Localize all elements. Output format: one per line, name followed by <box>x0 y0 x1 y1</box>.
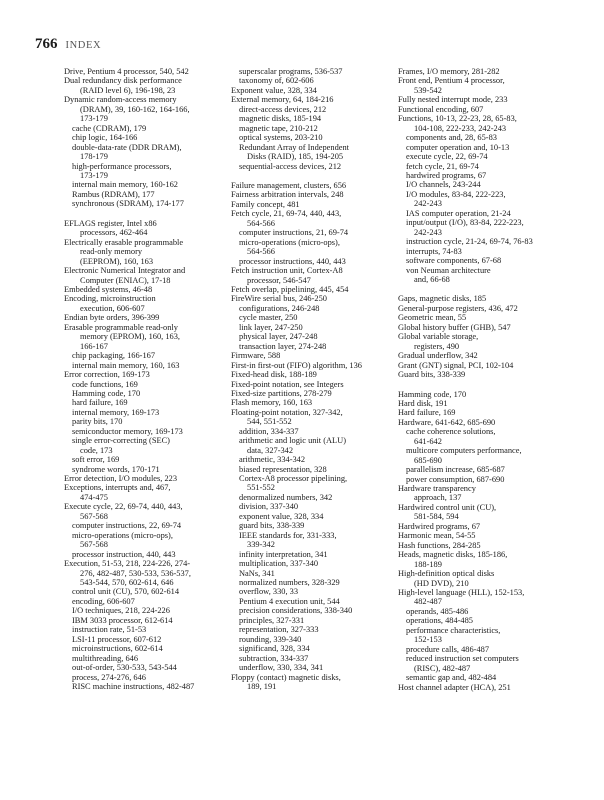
index-subentry: Pentium 4 execution unit, 544 <box>239 596 340 606</box>
index-continuation: 567-568 <box>80 540 108 550</box>
index-entry: Error correction, 169-173 <box>64 370 150 380</box>
index-subentry: hardwired programs, 67 <box>406 170 487 180</box>
index-subentry: processor instructions, 440, 443 <box>239 256 346 266</box>
index-subentry: LSI-11 processor, 607-612 <box>72 634 162 644</box>
index-column-3 <box>398 67 563 692</box>
index-subentry: fetch cycle, 21, 69-74 <box>406 161 479 171</box>
index-continuation: 173-179 <box>80 170 108 180</box>
index-subentry: IAS computer operation, 21-24 <box>406 208 511 218</box>
index-gap <box>231 171 396 181</box>
index-entry: Functions, 10-13, 22-23, 28, 65-83, <box>398 114 517 124</box>
index-continuation: 685-690 <box>414 455 442 465</box>
index-subentry: direct-access devices, 212 <box>239 104 327 114</box>
index-subentry: microinstructions, 602-614 <box>72 644 163 654</box>
index-entry: Geometric mean, 55 <box>398 313 467 323</box>
index-continuation: 242-243 <box>414 199 442 209</box>
index-entry: Execute cycle, 22, 69-74, 440, 443, <box>64 502 183 512</box>
index-subentry: operations, 484-485 <box>406 616 473 626</box>
index-entry: Fixed-point notation, see Integers <box>231 379 344 389</box>
index-entry: Hard disk, 191 <box>398 398 448 408</box>
index-continuation: 152-153 <box>414 635 442 645</box>
index-entry: First-in first-out (FIFO) algorithm, 136 <box>231 360 362 370</box>
index-entry: Electronic Numerical Integrator and <box>64 266 186 276</box>
index-continuation: 543-544, 570, 602-614, 646 <box>80 578 174 588</box>
index-entry: Floating-point notation, 327-342, <box>231 407 343 417</box>
index-entry: Gaps, magnetic disks, 185 <box>398 294 487 304</box>
index-continuation: 173-179 <box>80 114 108 124</box>
index-entry: Embedded systems, 46-48 <box>64 284 153 294</box>
index-entry: Fixed-head disk, 188-189 <box>231 370 317 380</box>
index-entry: Heads, magnetic disks, 185-186, <box>398 550 508 560</box>
index-continuation: 242-243 <box>414 227 442 237</box>
index-subentry: cache coherence solutions, <box>406 427 496 437</box>
index-entry: Flash memory, 160, 163 <box>231 398 313 408</box>
index-subentry: reduced instruction set computers <box>406 654 519 664</box>
index-subentry: Cortex-A8 processor pipelining, <box>239 474 348 484</box>
index-subentry: Hamming code, 170 <box>72 388 141 398</box>
index-continuation: 564-566 <box>247 218 275 228</box>
index-entry: FireWire serial bus, 246-250 <box>231 294 327 304</box>
index-subentry: procedure calls, 486-487 <box>406 644 490 654</box>
index-subentry: processor instruction, 440, 443 <box>72 549 176 559</box>
index-subentry: I/O modules, 83-84, 222-223, <box>406 189 506 199</box>
index-subentry: IBM 3033 processor, 612-614 <box>72 615 173 625</box>
index-entry: Global history buffer (GHB), 547 <box>398 322 511 332</box>
index-continuation: 581-584, 594 <box>414 512 459 522</box>
index-entry: External memory, 64, 184-216 <box>231 95 334 105</box>
index-continuation: 166-167 <box>80 341 108 351</box>
index-subentry: chip packaging, 166-167 <box>72 351 156 361</box>
index-continuation: data, 327-342 <box>247 445 294 455</box>
index-continuation: 567-568 <box>80 511 108 521</box>
index-column-2 <box>231 67 396 691</box>
index-entry: Host channel adapter (HCA), 251 <box>398 682 511 692</box>
index-subentry: magnetic tape, 210-212 <box>239 123 318 133</box>
index-subentry: overflow, 330, 33 <box>239 587 299 597</box>
index-continuation: memory (EPROM), 160, 163, <box>80 332 181 342</box>
index-subentry: taxonomy of, 602-606 <box>239 76 314 86</box>
index-entry: Erasable programmable read-only <box>64 322 178 332</box>
index-continuation: 104-108, 222-233, 242-243 <box>414 123 507 133</box>
index-entry: Hash functions, 284-285 <box>398 540 481 550</box>
index-entry: Execution, 51-53, 218, 224-226, 274- <box>64 559 191 569</box>
index-subentry: instruction cycle, 21-24, 69-74, 76-83 <box>406 237 533 247</box>
index-entry: Front end, Pentium 4 processor, <box>398 76 505 86</box>
index-subentry: execute cycle, 22, 69-74 <box>406 152 488 162</box>
index-subentry: Redundant Array of Independent <box>239 142 350 152</box>
index-entry: Grant (GNT) signal, PCI, 102-104 <box>398 360 514 370</box>
index-continuation: code, 173 <box>80 445 113 455</box>
index-continuation: 539-542 <box>414 85 442 95</box>
index-subentry: power consumption, 687-690 <box>406 474 505 484</box>
index-entry: Floppy (contact) magnetic disks, <box>231 672 341 682</box>
index-continuation: 551-552 <box>247 483 275 493</box>
index-subentry: division, 337-340 <box>239 502 299 512</box>
index-entry: Endian byte orders, 396-399 <box>64 313 160 323</box>
index-subentry: hard failure, 169 <box>72 398 128 408</box>
index-subentry: subtraction, 334-337 <box>239 653 309 663</box>
index-entry: Drive, Pentium 4 processor, 540, 542 <box>64 67 189 76</box>
index-entry: Hamming code, 170 <box>398 389 467 399</box>
index-entry: High-level language (HLL), 152-153, <box>398 588 525 598</box>
index-subentry: performance characteristics, <box>406 625 501 635</box>
index-subentry: denormalized numbers, 342 <box>239 492 333 502</box>
index-subentry: chip logic, 164-166 <box>72 133 138 143</box>
index-subentry: components and, 28, 65-83 <box>406 133 497 143</box>
index-subentry: cycle master, 250 <box>239 313 298 323</box>
index-subentry: micro-operations (micro-ops), <box>72 530 173 540</box>
index-subentry: multicore computers performance, <box>406 446 522 456</box>
index-continuation: (EEPROM), 160, 163 <box>80 256 154 266</box>
index-entry: Fairness arbitration intervals, 248 <box>231 190 344 200</box>
index-entry: General-purpose registers, 436, 472 <box>398 303 518 313</box>
index-entry: Fetch instruction unit, Cortex-A8 <box>231 266 343 276</box>
index-subentry: computer instructions, 21, 69-74 <box>239 228 349 238</box>
index-subentry: arithmetic and logic unit (ALU) <box>239 436 346 446</box>
index-entry: Frames, I/O memory, 281-282 <box>398 67 500 76</box>
index-subentry: parallelism increase, 685-687 <box>406 465 505 475</box>
index-entry: Hardware transparency <box>398 484 476 494</box>
index-subentry: representation, 327-333 <box>239 625 319 635</box>
index-subentry: internal main memory, 160, 163 <box>72 360 180 370</box>
index-subentry: IEEE standards for, 331-333, <box>239 530 337 540</box>
index-continuation: registers, 490 <box>414 341 460 351</box>
index-subentry: superscalar programs, 536-537 <box>239 67 343 76</box>
index-subentry: encoding, 606-607 <box>72 596 135 606</box>
index-entry: Guard bits, 338-339 <box>398 370 466 380</box>
index-continuation: Computer (ENIAC), 17-18 <box>80 275 171 285</box>
index-subentry: I/O channels, 243-244 <box>406 180 481 190</box>
index-subentry: magnetic disks, 185-194 <box>239 114 322 124</box>
index-subentry: out-of-order, 530-533, 543-544 <box>72 663 177 673</box>
index-entry: Global variable storage, <box>398 332 479 342</box>
index-gap <box>398 380 563 390</box>
index-subentry: high-performance processors, <box>72 161 172 171</box>
index-subentry: software components, 67-68 <box>406 256 502 266</box>
index-subentry: addition, 334-337 <box>239 426 299 436</box>
index-subentry: cache (CDRAM), 179 <box>72 123 147 133</box>
index-continuation: 641-642 <box>414 436 442 446</box>
index-entry: Hardware, 641-642, 685-690 <box>398 417 496 427</box>
index-subentry: physical layer, 247-248 <box>239 332 318 342</box>
page-title: INDEX <box>65 40 102 51</box>
page-number: 766 <box>35 36 58 52</box>
index-continuation: 189, 191 <box>247 682 277 691</box>
index-entry: Exponent value, 328, 334 <box>231 85 317 95</box>
index-subentry: configurations, 246-248 <box>239 303 320 313</box>
index-subentry: RISC machine instructions, 482-487 <box>72 682 195 691</box>
index-subentry: significand, 328, 334 <box>239 644 310 654</box>
index-subentry: arithmetic, 334-342 <box>239 455 306 465</box>
index-subentry: multiplication, 337-340 <box>239 559 319 569</box>
index-subentry: I/O techniques, 218, 224-226 <box>72 606 170 616</box>
index-entry: Family concept, 481 <box>231 199 300 209</box>
index-continuation: processor, 546-547 <box>247 275 311 285</box>
index-subentry: computer operation and, 10-13 <box>406 142 510 152</box>
index-continuation: 544, 551-552 <box>247 417 292 427</box>
index-subentry: code functions, 169 <box>72 379 138 389</box>
index-subentry: Rambus (RDRAM), 177 <box>72 189 155 199</box>
index-entry: Hardwired programs, 67 <box>398 521 481 531</box>
index-subentry: biased representation, 328 <box>239 464 327 474</box>
index-continuation: execution, 606-607 <box>80 303 145 313</box>
index-subentry: process, 274-276, 646 <box>72 672 146 682</box>
index-subentry: syndrome words, 170-171 <box>72 464 160 474</box>
index-subentry: NaNs, 341 <box>239 568 275 578</box>
index-entry: Fetch overlap, pipelining, 445, 454 <box>231 284 349 294</box>
index-entry: Fully nested interrupt mode, 233 <box>398 95 508 105</box>
index-continuation: 482-487 <box>414 597 442 607</box>
index-entry: Dual redundancy disk performance <box>64 76 182 86</box>
index-subentry: sequential-access devices, 212 <box>239 161 342 171</box>
index-continuation: 188-189 <box>414 559 442 569</box>
index-subentry: normalized numbers, 328-329 <box>239 578 340 588</box>
index-entry: Encoding, microinstruction <box>64 294 156 304</box>
index-subentry: semantic gap and, 482-484 <box>406 673 497 683</box>
index-entry: Hard failure, 169 <box>398 408 456 418</box>
index-entry: Error detection, I/O modules, 223 <box>64 474 178 484</box>
index-entry: Functional encoding, 607 <box>398 104 484 114</box>
index-continuation: approach, 137 <box>414 493 462 503</box>
index-continuation: (RAID level 6), 196-198, 23 <box>80 85 176 95</box>
index-subentry: principles, 327-331 <box>239 615 305 625</box>
index-subentry: precision considerations, 338-340 <box>239 606 353 616</box>
index-gap <box>398 284 563 294</box>
index-continuation: (HD DVD), 210 <box>414 578 469 588</box>
index-entry: Gradual underflow, 342 <box>398 351 478 361</box>
index-subentry: transaction layer, 274-248 <box>239 341 327 351</box>
index-subentry: input/output (I/O), 83-84, 222-223, <box>406 218 524 228</box>
index-subentry: rounding, 339-340 <box>239 634 302 644</box>
index-subentry: semiconductor memory, 169-173 <box>72 426 183 436</box>
index-subentry: instruction rate, 51-53 <box>72 625 147 635</box>
index-entry: Exceptions, interrupts and, 467, <box>64 483 171 493</box>
index-entry: Failure management, clusters, 656 <box>231 180 347 190</box>
index-entry: Firmware, 588 <box>231 351 281 361</box>
index-subentry: micro-operations (micro-ops), <box>239 237 340 247</box>
index-entry: Hardwired control unit (CU), <box>398 502 497 512</box>
index-subentry: parity bits, 170 <box>72 417 123 427</box>
index-continuation: processors, 462-464 <box>80 228 148 238</box>
index-continuation: 178-179 <box>80 152 108 162</box>
index-subentry: multithreading, 646 <box>72 653 139 663</box>
index-subentry: von Neuman architecture <box>406 265 491 275</box>
index-subentry: exponent value, 328, 334 <box>239 511 324 521</box>
index-subentry: interrupts, 74-83 <box>406 246 462 256</box>
index-entry: Electrically erasable programmable <box>64 237 184 247</box>
index-entry: Harmonic mean, 54-55 <box>398 531 476 541</box>
page-header <box>35 36 101 53</box>
index-subentry: synchronous (SDRAM), 174-177 <box>72 199 184 209</box>
index-subentry: guard bits, 338-339 <box>239 521 305 531</box>
index-entry: Fetch cycle, 21, 69-74, 440, 443, <box>231 209 342 219</box>
index-entry: Fixed-size partitions, 278-279 <box>231 388 332 398</box>
index-continuation: Disks (RAID), 185, 194-205 <box>247 152 344 162</box>
index-continuation: 564-566 <box>247 247 275 257</box>
index-continuation: (RISC), 482-487 <box>414 663 471 673</box>
index-continuation: 276, 482-487, 530-533, 536-537, <box>80 568 191 578</box>
index-entry: High-definition optical disks <box>398 569 495 579</box>
index-subentry: infinity interpretation, 341 <box>239 549 328 559</box>
index-subentry: double-data-rate (DDR DRAM), <box>72 142 182 152</box>
index-subentry: underflow, 330, 334, 341 <box>239 663 324 673</box>
index-continuation: 474-475 <box>80 492 108 502</box>
index-continuation: 339-342 <box>247 540 275 550</box>
index-subentry: soft error, 169 <box>72 455 120 465</box>
index-gap <box>64 209 229 219</box>
index-subentry: internal main memory, 160-162 <box>72 180 178 190</box>
index-subentry: single error-correcting (SEC) <box>72 436 170 446</box>
index-continuation: read-only memory <box>80 247 143 257</box>
index-subentry: control unit (CU), 570, 602-614 <box>72 587 180 597</box>
index-subentry: optical systems, 203-210 <box>239 133 323 143</box>
index-subentry: internal memory, 169-173 <box>72 407 160 417</box>
index-subentry: computer instructions, 22, 69-74 <box>72 521 182 531</box>
index-continuation: (DRAM), 39, 160-162, 164-166, <box>80 104 190 114</box>
index-continuation: and, 66-68 <box>414 274 450 284</box>
index-column-1 <box>64 67 229 691</box>
index-entry: EFLAGS register, Intel x86 <box>64 218 157 228</box>
index-subentry: link layer, 247-250 <box>239 322 303 332</box>
index-entry: Dynamic random-access memory <box>64 95 177 105</box>
index-subentry: operands, 485-486 <box>406 606 469 616</box>
